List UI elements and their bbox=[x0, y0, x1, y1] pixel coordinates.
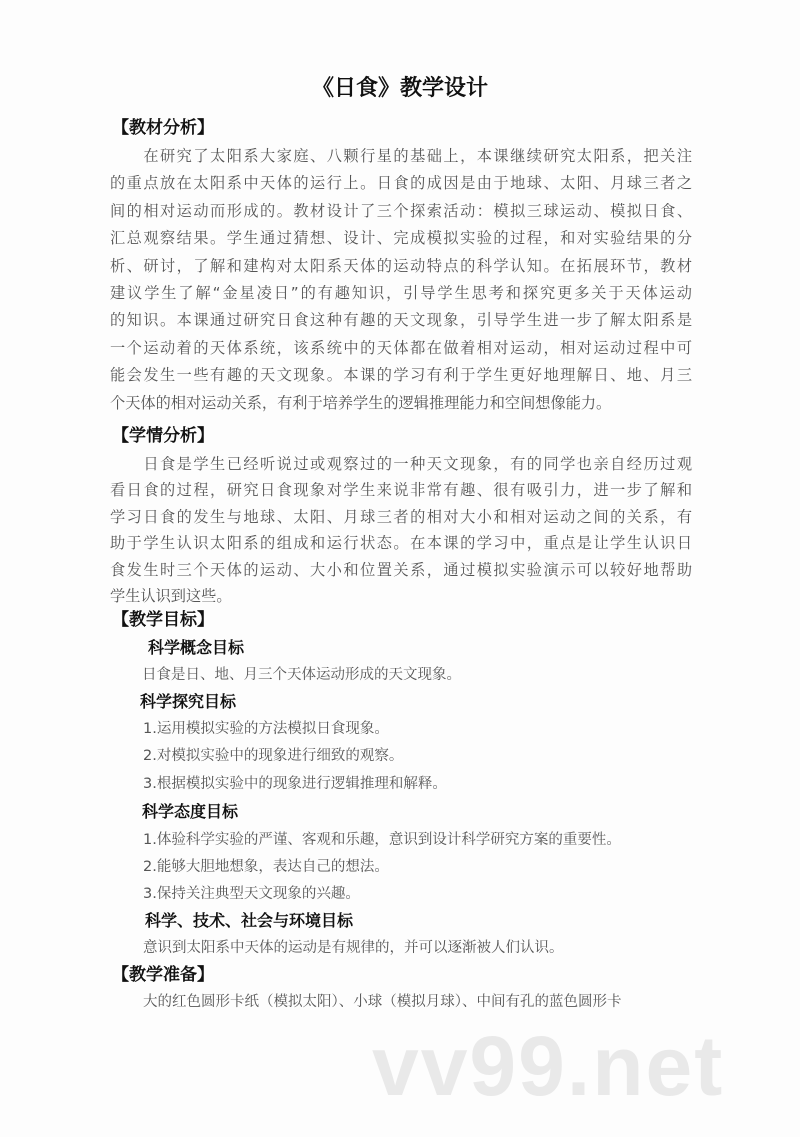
heading-textbook-analysis: 【教材分析】 bbox=[112, 118, 214, 138]
paragraph-line: 建议学生了解“金星凌日”的有趣知识，引导学生思考和探究更多关于天体运动 bbox=[110, 284, 692, 302]
paragraph-line: 看日食的过程，研究日食现象对学生来说非常有趣、很有吸引力，进一步了解和 bbox=[110, 481, 692, 500]
inquiry-goal-item: 2.对模拟实验中的现象进行细致的观察。 bbox=[143, 748, 404, 764]
heading-teaching-preparation: 【教学准备】 bbox=[112, 965, 214, 985]
attitude-goal-item: 2.能够大胆地想象，表达自己的想法。 bbox=[143, 859, 389, 875]
concept-goal-text: 日食是日、地、月三个天体运动形成的天文现象。 bbox=[142, 667, 461, 683]
watermark: vv99.net bbox=[372, 1019, 725, 1113]
subheading-inquiry-goal: 科学探究目标 bbox=[140, 692, 237, 711]
paragraph-line: 助于学生认识太阳系的组成和运行状态。在本课的学习中，重点是让学生认识日 bbox=[110, 534, 692, 553]
stse-goal-text: 意识到太阳系中天体的运动是有规律的，并可以逐渐被人们认识。 bbox=[143, 940, 564, 956]
paragraph-line: 在研究了太阳系大家庭、八颗行星的基础上，本课继续研究太阳系，把关注 bbox=[110, 147, 692, 165]
inquiry-goal-item: 1.运用模拟实验的方法模拟日食现象。 bbox=[143, 721, 389, 737]
paragraph-line: 学生认识到这些。 bbox=[110, 587, 232, 605]
attitude-goal-item: 1.体验科学实验的严谨、客观和乐趣，意识到设计科学研究方案的重要性。 bbox=[143, 832, 621, 848]
subheading-concept-goal: 科学概念目标 bbox=[148, 638, 245, 657]
paragraph-line: 汇总观察结果。学生通过猜想、设计、完成模拟实验的过程，和对实验结果的分 bbox=[110, 229, 692, 248]
paragraph-line: 能会发生一些有趣的天文现象。本课的学习有利于学生更好地理解日、地、月三 bbox=[110, 366, 692, 385]
paragraph-line: 个天体的相对运动关系，有利于培养学生的逻辑推理能力和空间想像能力。 bbox=[110, 393, 612, 412]
paragraph-line: 一个运动着的天体系统，该系统中的天体都在做着相对运动，相对运动过程中可 bbox=[110, 338, 692, 357]
inquiry-goal-item: 3.根据模拟实验中的现象进行逻辑推理和解释。 bbox=[143, 776, 447, 792]
attitude-goal-item: 3.保持关注典型天文现象的兴趣。 bbox=[143, 886, 360, 902]
heading-student-analysis: 【学情分析】 bbox=[112, 426, 214, 446]
paragraph-line: 间的相对运动而形成的。教材设计了三个探索活动：模拟三球运动、模拟日食、 bbox=[110, 201, 692, 220]
preparation-text: 大的红色圆形卡纸（模拟太阳）、小球（模拟月球）、中间有孔的蓝色圆形卡 bbox=[143, 994, 622, 1010]
paragraph-line: 日食是学生已经听说过或观察过的一种天文现象，有的同学也亲自经历过观 bbox=[110, 455, 692, 473]
subheading-stse-goal: 科学、技术、社会与环境目标 bbox=[145, 911, 354, 930]
paragraph-line: 食发生时三个天体的运动、大小和位置关系，通过模拟实验演示可以较好地帮助 bbox=[110, 560, 692, 579]
heading-teaching-goals: 【教学目标】 bbox=[112, 610, 214, 630]
paragraph-line: 的知识。本课通过研究日食这种有趣的天文现象，引导学生进一步了解太阳系是 bbox=[110, 311, 692, 330]
paragraph-line: 学习日食的发生与地球、太阳、月球三者的相对大小和相对运动之间的关系，有 bbox=[110, 507, 692, 526]
subheading-attitude-goal: 科学态度目标 bbox=[142, 802, 239, 821]
paragraph-line: 的重点放在太阳系中天体的运行上。日食的成因是由于地球、太阳、月球三者之 bbox=[110, 174, 692, 193]
paragraph-line: 析、研讨，了解和建构对太阳系天体的运动特点的科学认知。在拓展环节，教材 bbox=[110, 256, 692, 275]
document-title: 《日食》教学设计 bbox=[311, 76, 488, 101]
